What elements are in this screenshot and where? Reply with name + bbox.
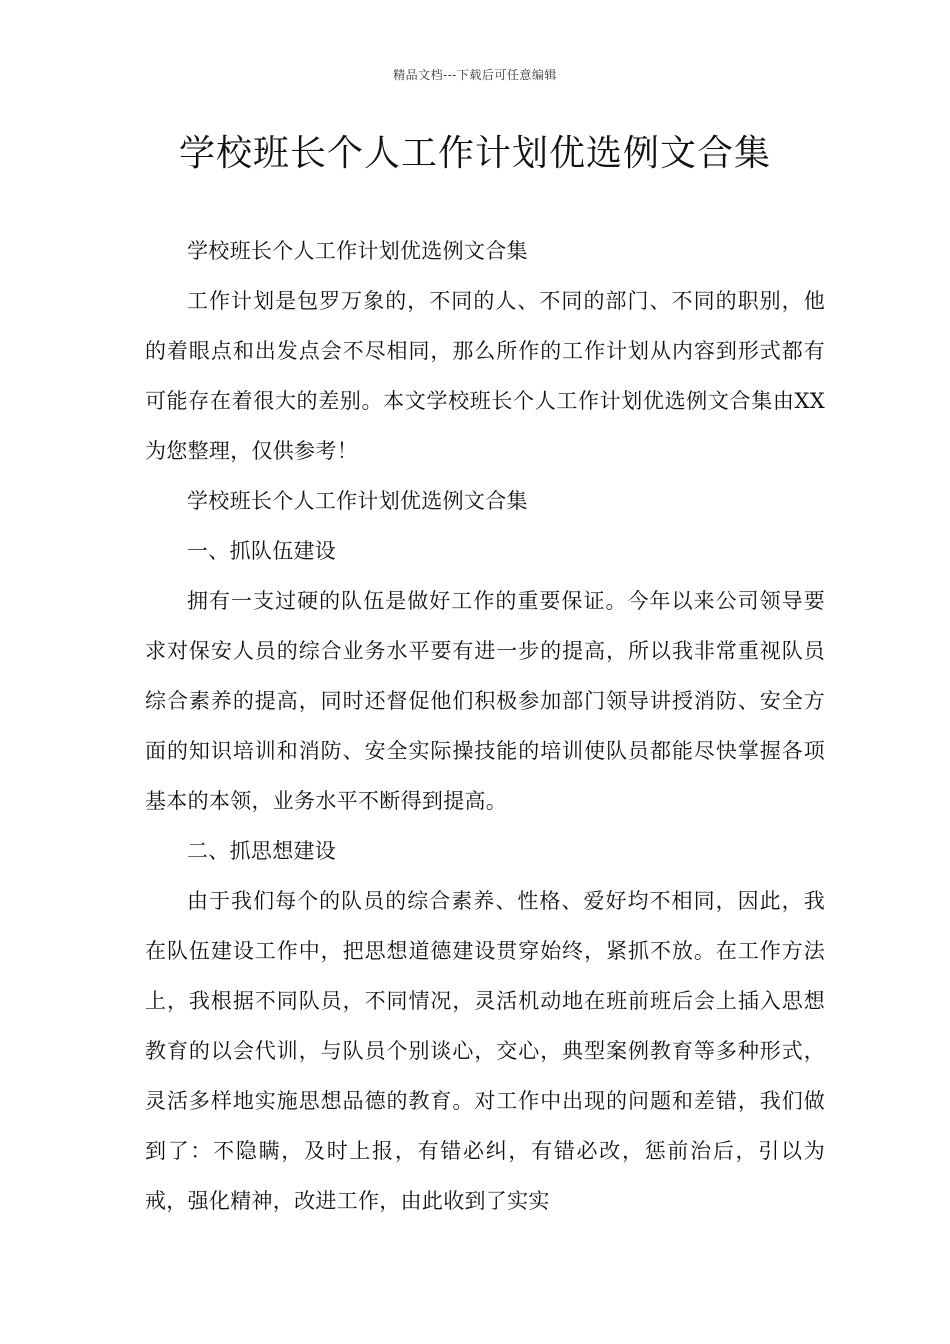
- paragraph-ideology: 由于我们每个的队员的综合素养、性格、爱好均不相同，因此，我在队伍建设工作中，把思想道德建设贯穿始终，紧抓不放。在工作方法上，我根据不同队员，不同情况，灵活机动地在班前班后会上插入思想教育的以会代训，与队员个别谈心，交心，典型案例教育等多种形式，灵活多样地实施思想品德的教育。对工作中出现的问题和差错，我们做到了：不隐瞒，及时上报，有错必纠，有错必改，惩前治后，引以为戒，强化精神，改进工作，由此收到了实实: [145, 889, 825, 1213]
- paragraph-team: 拥有一支过硬的队伍是做好工作的重要保证。今年以来公司领导要求对保安人员的综合业务水平要有进一步的提高，所以我非常重视队员综合素养的提高，同时还督促他们积极参加部门领导讲授消防、安全方面的知识培训和消防、安全实际操技能的培训使队员都能尽快掌握各项基本的本领，业务水平不断得到提高。: [145, 589, 825, 813]
- paragraph-subtitle: 学校班长个人工作计划优选例文合集: [187, 239, 528, 263]
- document-body: [145, 226, 825, 1226]
- header-note: 精品文档---下载后可任意编辑: [393, 68, 557, 82]
- paragraph-subtitle-repeat: 学校班长个人工作计划优选例文合集: [187, 489, 528, 513]
- section-heading-ideology: 二、抓思想建设: [187, 839, 337, 863]
- section-heading-team: 一、抓队伍建设: [187, 539, 337, 563]
- paragraph-intro: 工作计划是包罗万象的，不同的人、不同的部门、不同的职别，他的着眼点和出发点会不尽相同，那么所作的工作计划从内容到形式都有可能存在着很大的差别。本文学校班长个人工作计划优选例文合集由XX为您整理，仅供参考！: [145, 289, 825, 463]
- document-title: 学校班长个人工作计划优选例文合集: [178, 133, 771, 174]
